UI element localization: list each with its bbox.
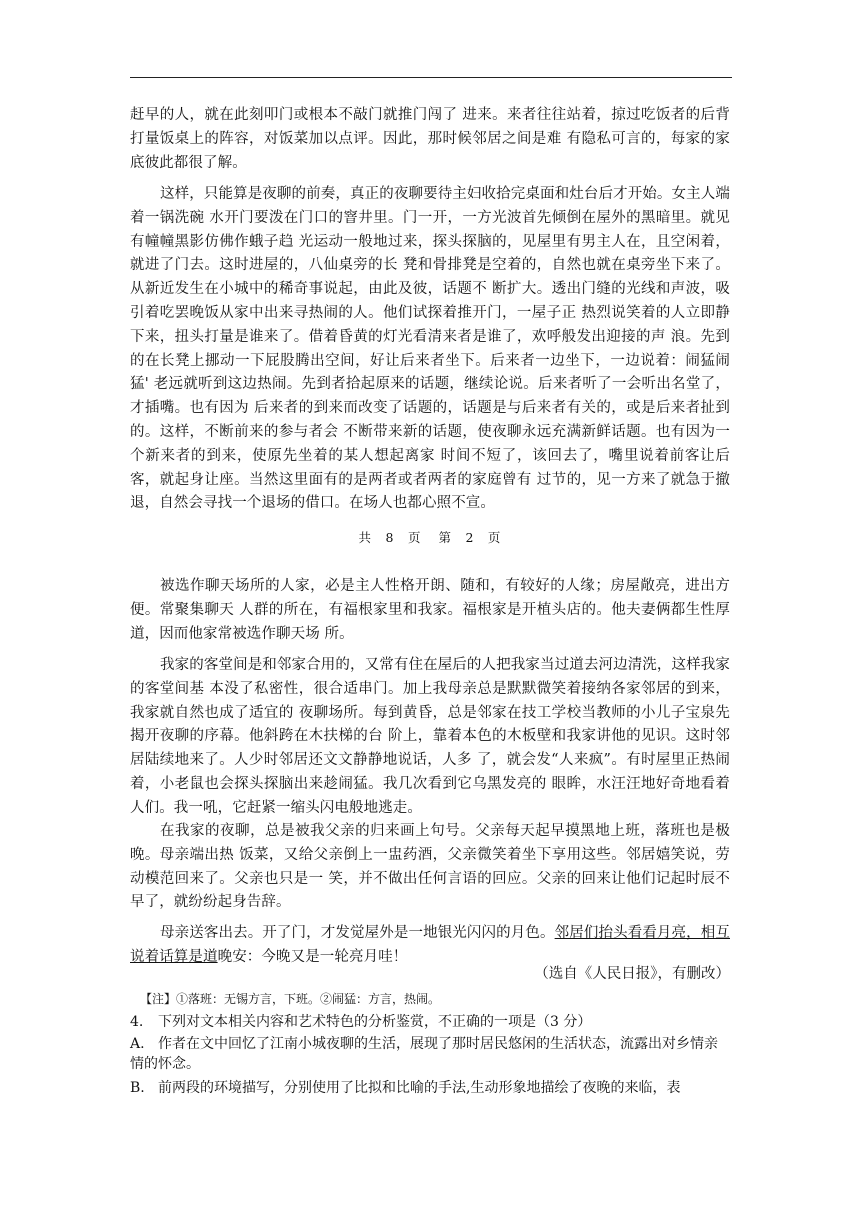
option-a — [130, 1034, 730, 1074]
option-a-label: A. — [130, 1036, 145, 1052]
paragraph-my-home: 我家的客堂间是和邻家合用的，又常有住在屋后的人把我家当过道去河边清洗，这样我家的客堂间基 本没了私密性，很合适串门。加上我母亲总是默默微笑着接纳各家邻居的到来，我家就自然也成了适宜的 夜聊场所。每到黄昏，总是邻家在技工学校当教师的小儿子宝泉先揭开夜聊的序幕。他斜跨在木扶梯的台 阶上，靠着本色的木板壁和我家讲他的见识。这时邻居陆续地来了。人少时邻居还文文静静地说话，人多 了，就会发“人来疯”。有时屋里正热闹着，小老鼠也会探头探脑出来趁闹猛。我几次看到它乌黑发亮的 眼眸，水汪汪地好奇地看着人们。我一吼，它赶紧一缩头闪电般地逃走。 — [130, 657, 730, 816]
moonlight-ending: 晚安：今晚又是一轮亮月哇！ — [217, 948, 408, 965]
page-number: 第 2 页 — [438, 530, 502, 545]
paragraph-father-returns: 在我家的夜聊，总是被我父亲的归来画上句号。父亲每天起早摸黑地上班，落班也是极晚。母亲端出热 饭菜，又给父亲倒上一盅药酒，父亲微笑着坐下享用这些。邻居嬉笑说，劳动模范回来了。父亲也只是一 笑，并不做出任何言语的回应。父亲的回来让他们记起时辰不早了，就纷纷起身告辞。 — [130, 823, 730, 911]
paragraph-night-chat-begins: 这样，只能算是夜聊的前奏，真正的夜聊要待主妇收拾完桌面和灶台后才开始。女主人端着一锅洗碗 水开门要泼在门口的窨井里。门一开，一方光波首先倾倒在屋外的黑暗里。就见有幢幢黑影仿佛作蛾子趋 光运动一般地过来，探头探脑的，见屋里有男主人在，且空闲着，就进了门去。这时进屋的，八仙桌旁的长 凳和骨排凳是空着的，自然也就在桌旁坐下来了。从新近发生在小城中的稀奇事说起，由此及彼，话题不 断扩大。透出门缝的光线和声波，吸引着吃罢晚饭从家中出来寻热闹的人。他们试探着推开门，一屋子正 热烈说笑着的人立即静下来，扭头打量是谁来了。借着昏黄的灯光看清来者是谁了，欢呼般发出迎接的声 浪。先到的在长凳上挪动一下屁股腾出空间，好让后来者坐下。后来者一边坐下，一边说着：闹猛闹猛' 老远就听到这边热闹。先到者拾起原来的话题，继续论说。后来者听了一会听出名堂了，才插嘴。也有因为 后来者的到来而改变了话题的，话题是与后来者有关的，或是后来者扯到的。这样，不断前来的参与者会 不断带来新的话题，使夜聊永远充满新鲜话题。也有因为一个新来者的到来，使原先坐着的某人想起离家 时间不短了，该回去了，嘴里说着前客让后客，就起身让座。当然这里面有的是两者或者两者的家庭曾有 过节的，见一方来了就急于撤退，自然会寻找一个退场的借口。在场人也都心照不宣。 — [130, 186, 730, 512]
moonlight-text: 母亲送客出去。开了门，才发觉屋外是一地银光闪闪的月色。 — [160, 925, 555, 941]
page-total: 共 8 页 — [358, 530, 422, 545]
page-footer — [0, 528, 860, 546]
option-b — [130, 1078, 730, 1098]
question-4-stem — [130, 1012, 730, 1032]
paragraph-chat-venues: 被选作聊天场所的人家，必是主人性格开朗、随和，有较好的人缘；房屋敞亮，进出方便。常聚集聊天 人群的所在，有福根家里和我家。福根家是开植头店的。他夫妻俩都生性厚道，因而他家常被选作聊天场 所。 — [130, 578, 730, 642]
underlined-sentence: 邻居们抬头看看月亮，相互说着话算是道 — [130, 925, 730, 965]
header-rule — [130, 77, 732, 78]
paragraph-door-visitors: 赶早的人，就在此刻叩门或根本不敲门就推门闯了 进来。来者往往站着，掠过吃饭者的后背打量饭桌上的阵容，对饭菜加以点评。因此，那时候邻居之间是难 有隐私可言的，每家的家底彼此都很了解。 — [130, 107, 730, 171]
source-citation: （选自《人民日报》，有删改） — [534, 966, 730, 982]
option-a-text: 作者在文中回忆了江南小城夜聊的生活，展现了那时居民悠闲的生活状态，流露出对乡情亲情的怀念。 — [130, 1036, 718, 1072]
question-number: 4. — [130, 1014, 144, 1030]
option-b-text: 前两段的环境描写，分别使用了比拟和比喻的手法,生动形象地描绘了夜晚的来临，表 — [158, 1080, 681, 1096]
question-text: 下列对文本相关内容和艺术特色的分析鉴赏，不正确的一项是（3 分） — [158, 1014, 592, 1030]
footnote: 【注】①落班：无锡方言，下班。②闹猛：方言，热闹。 — [140, 992, 441, 1006]
option-b-label: B. — [130, 1080, 145, 1096]
